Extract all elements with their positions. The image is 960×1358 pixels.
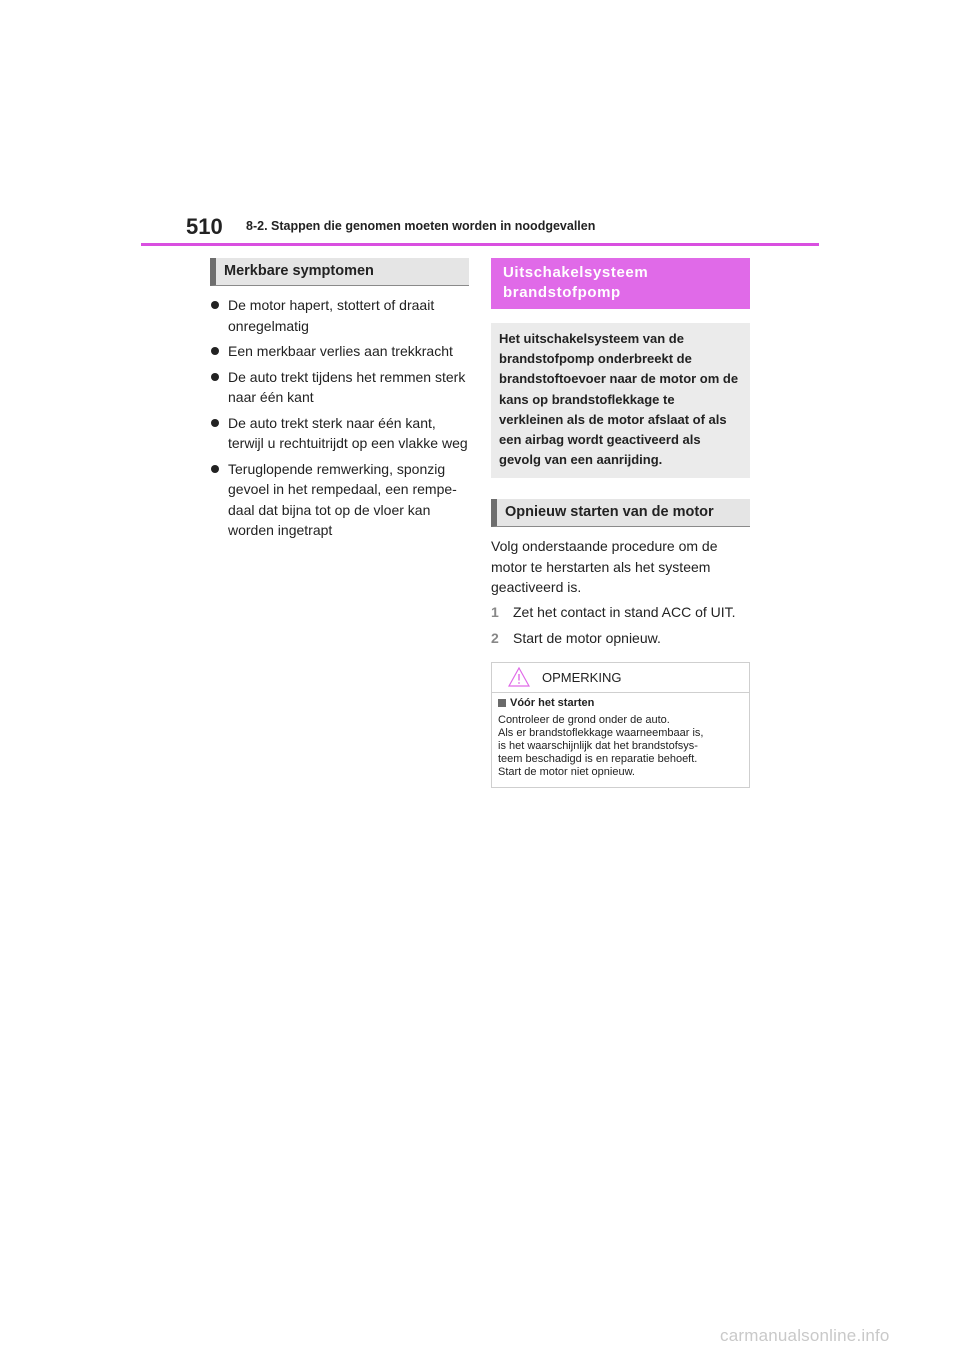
note-line: is het waarschijnlijk dat het brandstofsys-	[498, 739, 698, 752]
list-item	[210, 367, 469, 408]
bullet-icon	[211, 419, 219, 427]
fuel-pump-heading: Uitschakelsysteem brandstofpomp	[491, 258, 750, 309]
note-body	[492, 693, 749, 787]
note-box	[491, 662, 750, 788]
page-number: 510	[186, 214, 223, 239]
note-line: Als er brandstoflekkage waarneembaar is,	[498, 726, 704, 739]
note-line: Controleer de grond onder de auto.	[498, 713, 670, 726]
note-line: teem beschadigd is en reparatie behoeft.	[498, 752, 698, 765]
left-column	[210, 258, 469, 546]
step-number: 1	[491, 603, 499, 620]
step-item	[491, 602, 750, 623]
note-line: Start de motor niet opnieuw.	[498, 765, 635, 778]
restart-intro: Volg onderstaande procedure om de motor te herstarten als het systeem geactiveerd is.	[491, 538, 718, 596]
steps-list	[491, 602, 750, 649]
header-rule	[141, 243, 819, 246]
watermark: carmanualsonline.info	[720, 1326, 890, 1345]
chapter-title: 8-2. Stappen die genomen moeten worden in noodgevallen	[246, 219, 596, 233]
bullet-icon	[211, 301, 219, 309]
note-title: OPMERKING	[542, 669, 622, 685]
list-item-text: De motor hapert, stottert of draait onregelmatig	[228, 297, 435, 334]
symptoms-heading: Merkbare symptomen	[210, 258, 469, 286]
list-item	[210, 459, 469, 541]
step-number: 2	[491, 630, 499, 647]
step-text: Zet het contact in stand ACC of UIT.	[513, 603, 736, 620]
restart-heading: Opnieuw starten van de motor	[491, 499, 750, 527]
symptoms-list	[210, 295, 469, 541]
note-title-row	[492, 663, 749, 693]
list-item-text: Een merkbaar verlies aan trekkracht	[228, 343, 453, 359]
warning-triangle-icon	[508, 667, 530, 687]
step-text: Start de motor opnieuw.	[513, 630, 661, 647]
fuel-pump-info-box: Het uitschakelsysteem van de brandstofpomp onderbreekt de brandstoftoevoer naar de motor om de kans op brandstoflekkage te verkleinen als de motor afslaat of als een airbag wordt geactiveerd als gevolg van een aanrijding.	[491, 323, 750, 478]
square-bullet-icon	[498, 699, 506, 707]
list-item	[210, 341, 469, 362]
right-column	[491, 258, 750, 788]
bullet-icon	[211, 373, 219, 381]
step-item	[491, 628, 750, 649]
list-item	[210, 295, 469, 336]
list-item-text: Teruglopende remwerking, sponzig gevoel in het rempedaal, een rempe-daal dat bijna tot op de vloer kan worden ingetrapt	[228, 460, 457, 538]
note-subheading: Vóór het starten	[510, 696, 595, 709]
note-subheading-row	[498, 697, 743, 710]
list-item-text: De auto trekt sterk naar één kant, terwijl u rechtuitrijdt op een vlakke weg	[228, 414, 468, 451]
list-item-text: De auto trekt tijdens het remmen sterk naar één kant	[228, 368, 466, 405]
list-item	[210, 413, 469, 454]
bullet-icon	[211, 465, 219, 473]
bullet-icon	[211, 347, 219, 355]
